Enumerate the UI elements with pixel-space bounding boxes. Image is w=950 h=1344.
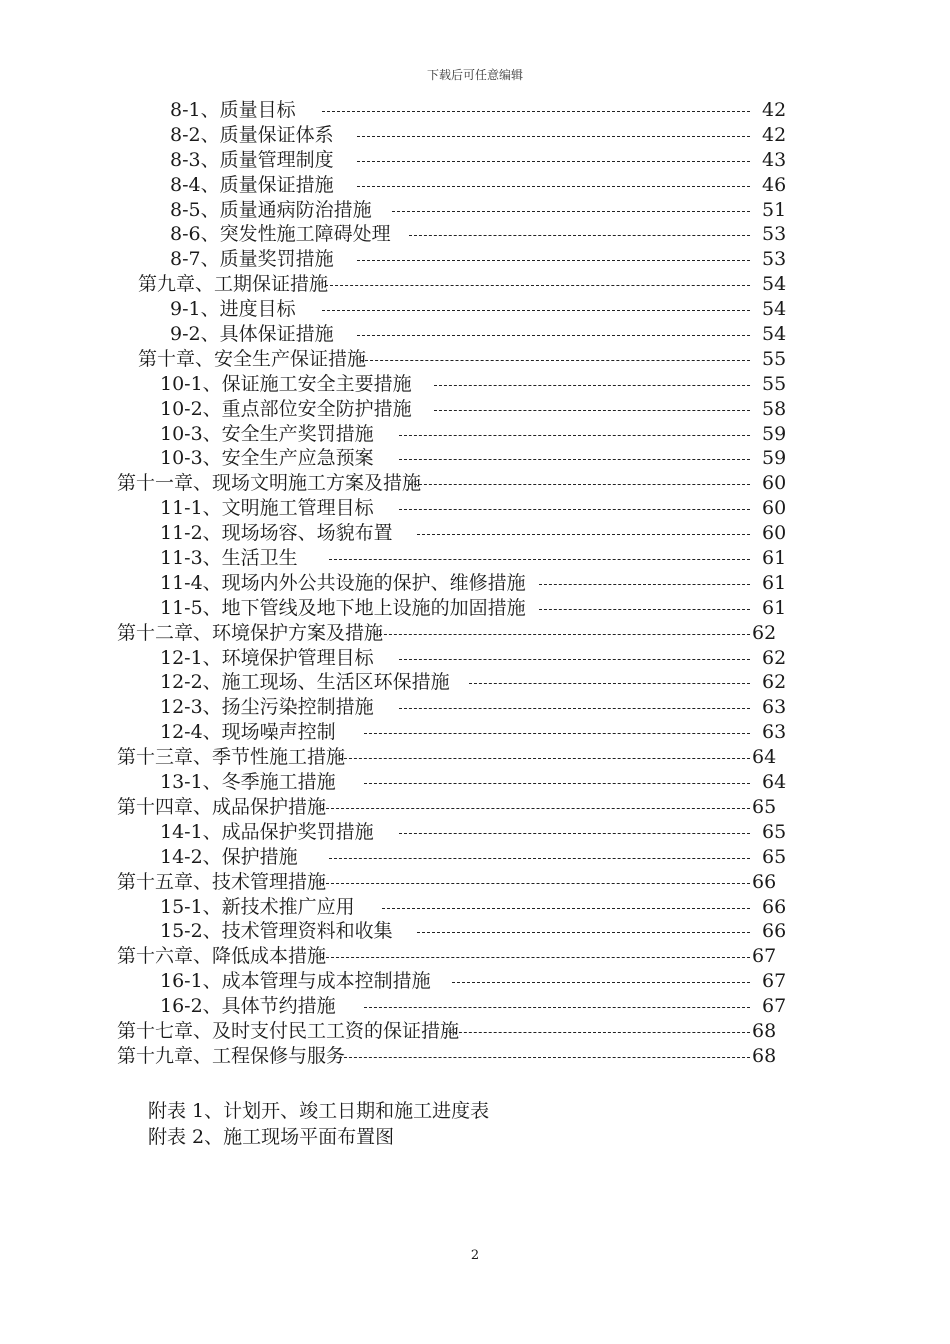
- toc-entry-label: 12-1、环境保护管理目标: [160, 646, 374, 669]
- toc-page-number: 60: [762, 522, 787, 545]
- toc-page-number: 64: [762, 771, 787, 794]
- toc-section-row: [0, 596, 950, 621]
- toc-page-number: 54: [762, 323, 787, 346]
- toc-leader-dashes: [399, 708, 750, 709]
- toc-section-row: [0, 297, 950, 322]
- toc-page-number: 68: [752, 1044, 777, 1067]
- toc-chapter-row: [0, 944, 950, 969]
- toc-page-number: 65: [762, 845, 787, 868]
- toc-section-row: [0, 322, 950, 347]
- toc-leader-dashes: [469, 683, 750, 684]
- toc-section-row: [0, 919, 950, 944]
- toc-entry-label: 8-5、质量通病防治措施: [170, 198, 372, 221]
- toc-section-row: [0, 198, 950, 223]
- toc-section-row: [0, 670, 950, 695]
- toc-section-row: [0, 98, 950, 123]
- toc-page-number: 62: [762, 646, 787, 669]
- toc-leader-dashes: [409, 235, 750, 236]
- toc-leader-dashes: [360, 360, 750, 361]
- page-header: 下载后可任意编辑: [426, 68, 523, 82]
- toc-entry-label: 第十章、安全生产保证措施: [138, 347, 367, 370]
- toc-entry-label: 第十六章、降低成本措施: [117, 945, 327, 968]
- toc-chapter-row: [0, 795, 950, 820]
- toc-entry-label: 第十二章、环境保护方案及措施: [117, 621, 384, 644]
- toc-section-row: [0, 546, 950, 571]
- toc-entry-label: 9-2、具体保证措施: [170, 323, 334, 346]
- toc-page-number: 42: [762, 99, 787, 121]
- toc-section-row: [0, 496, 950, 521]
- toc-entry-label: 12-2、施工现场、生活区环保措施: [160, 671, 450, 694]
- toc-entry-label: 8-7、质量奖罚措施: [170, 248, 334, 271]
- toc-chapter-row: [0, 870, 950, 895]
- toc-page-number: 42: [762, 123, 787, 146]
- toc-section-row: [0, 222, 950, 247]
- toc-section-row: [0, 895, 950, 920]
- toc-chapter-row: [0, 347, 950, 372]
- toc-leader-dashes: [399, 435, 750, 436]
- appendix-item-1: 附表 1、计划开、竣工日期和施工进度表: [148, 1100, 490, 1122]
- toc-section-row: [0, 720, 950, 745]
- toc-page-number: 59: [762, 422, 787, 445]
- toc-page-number: 64: [752, 746, 777, 769]
- toc-section-row: [0, 969, 950, 994]
- toc-leader-dashes: [329, 559, 750, 560]
- toc-section-row: [0, 695, 950, 720]
- toc-leader-dashes: [325, 285, 750, 286]
- toc-entry-label: 第十七章、及时支付民工工资的保证措施: [117, 1019, 460, 1042]
- toc-section-row: [0, 820, 950, 845]
- toc-leader-dashes: [392, 211, 750, 212]
- toc-page-number: 66: [762, 920, 787, 943]
- toc-page-number: 62: [752, 621, 777, 644]
- toc-entry-label: 10-3、安全生产奖罚措施: [160, 422, 374, 445]
- toc-page-number: 51: [762, 198, 787, 221]
- toc-entry-label: 9-1、进度目标: [170, 298, 296, 321]
- toc-entry-label: 15-1、新技术推广应用: [160, 895, 355, 918]
- table-of-contents: [0, 98, 950, 1069]
- toc-leader-dashes: [374, 634, 750, 635]
- toc-leader-dashes: [364, 1007, 750, 1008]
- toc-leader-dashes: [357, 161, 750, 162]
- toc-leader-dashes: [452, 982, 750, 983]
- toc-page-number: 65: [752, 795, 777, 818]
- toc-section-row: [0, 372, 950, 397]
- toc-entry-label: 第十四章、成品保护措施: [117, 795, 327, 818]
- toc-page-number: 67: [752, 945, 777, 968]
- toc-entry-label: 8-3、质量管理制度: [170, 148, 334, 171]
- toc-leader-dashes: [417, 534, 750, 535]
- toc-section-row: [0, 845, 950, 870]
- toc-leader-dashes: [539, 609, 750, 610]
- toc-chapter-row: [0, 1019, 950, 1044]
- toc-chapter-row: [0, 272, 950, 297]
- toc-leader-dashes: [364, 783, 750, 784]
- toc-leader-dashes: [322, 111, 750, 112]
- toc-entry-label: 15-2、技术管理资料和收集: [160, 920, 393, 943]
- toc-leader-dashes: [357, 136, 750, 137]
- toc-leader-dashes: [357, 186, 750, 187]
- toc-leader-dashes: [434, 410, 750, 411]
- toc-entry-label: 8-1、质量目标: [170, 99, 296, 121]
- toc-leader-dashes: [399, 459, 750, 460]
- toc-leader-dashes: [399, 509, 750, 510]
- toc-page-number: 66: [762, 895, 787, 918]
- toc-section-row: [0, 994, 950, 1019]
- toc-page-number: 60: [762, 472, 787, 495]
- toc-page-number: 55: [762, 372, 787, 395]
- toc-leader-dashes: [364, 733, 750, 734]
- toc-leader-dashes: [382, 908, 750, 909]
- toc-entry-label: 8-4、质量保证措施: [170, 173, 334, 196]
- toc-chapter-row: [0, 471, 950, 496]
- toc-entry-label: 8-2、质量保证体系: [170, 123, 334, 146]
- toc-section-row: [0, 521, 950, 546]
- toc-leader-dashes: [321, 808, 750, 809]
- toc-section-row: [0, 173, 950, 198]
- toc-page-number: 67: [762, 970, 787, 993]
- toc-leader-dashes: [357, 260, 750, 261]
- toc-leader-dashes: [321, 883, 750, 884]
- toc-leader-dashes: [329, 858, 750, 859]
- toc-page-number: 43: [762, 148, 787, 171]
- toc-section-row: [0, 770, 950, 795]
- toc-entry-label: 10-2、重点部位安全防护措施: [160, 397, 412, 420]
- toc-page-number: 54: [762, 298, 787, 321]
- toc-page-number: 68: [752, 1019, 777, 1042]
- appendix-item-2: 附表 2、施工现场平面布置图: [148, 1126, 395, 1148]
- toc-entry-label: 11-2、现场场容、场貌布置: [160, 522, 393, 545]
- toc-section-row: [0, 422, 950, 447]
- toc-section-row: [0, 397, 950, 422]
- toc-leader-dashes: [339, 758, 750, 759]
- toc-entry-label: 第十三章、季节性施工措施: [117, 746, 346, 769]
- toc-entry-label: 11-3、生活卫生: [160, 547, 298, 570]
- toc-entry-label: 第十五章、技术管理措施: [117, 870, 327, 893]
- toc-leader-dashes: [444, 1032, 750, 1033]
- toc-section-row: [0, 123, 950, 148]
- toc-entry-label: 第十九章、工程保修与服务: [117, 1044, 346, 1067]
- toc-leader-dashes: [322, 310, 750, 311]
- toc-page-number: 67: [762, 995, 787, 1018]
- page-number: 2: [470, 1248, 480, 1263]
- toc-chapter-row: [0, 621, 950, 646]
- toc-section-row: [0, 247, 950, 272]
- toc-leader-dashes: [434, 385, 750, 386]
- toc-leader-dashes: [539, 584, 750, 585]
- toc-entry-label: 12-4、现场噪声控制: [160, 721, 336, 744]
- toc-entry-label: 11-5、地下管线及地下地上设施的加固措施: [160, 596, 526, 619]
- toc-page-number: 53: [762, 248, 787, 271]
- toc-entry-label: 16-1、成本管理与成本控制措施: [160, 970, 431, 993]
- toc-entry-label: 10-3、安全生产应急预案: [160, 447, 374, 470]
- toc-page-number: 59: [762, 447, 787, 470]
- toc-page-number: 66: [752, 870, 777, 893]
- toc-entry-label: 16-2、具体节约措施: [160, 995, 336, 1018]
- toc-page-number: 60: [762, 497, 787, 520]
- toc-leader-dashes: [339, 1057, 750, 1058]
- toc-entry-label: 12-3、扬尘污染控制措施: [160, 696, 374, 719]
- toc-entry-label: 8-6、突发性施工障碍处理: [170, 223, 391, 246]
- toc-entry-label: 13-1、冬季施工措施: [160, 771, 336, 794]
- toc-page-number: 61: [762, 571, 787, 594]
- toc-leader-dashes: [417, 932, 750, 933]
- toc-page-number: 58: [762, 397, 787, 420]
- toc-section-row: [0, 571, 950, 596]
- toc-entry-label: 第十一章、现场文明施工方案及措施: [117, 472, 422, 495]
- toc-page-number: 61: [762, 547, 787, 570]
- toc-leader-dashes: [357, 335, 750, 336]
- toc-leader-dashes: [321, 957, 750, 958]
- toc-leader-dashes: [409, 484, 750, 485]
- toc-leader-dashes: [399, 659, 750, 660]
- toc-section-row: [0, 446, 950, 471]
- toc-entry-label: 第九章、工期保证措施: [138, 273, 329, 296]
- toc-entry-label: 11-4、现场内外公共设施的保护、维修措施: [160, 571, 526, 594]
- toc-section-row: [0, 646, 950, 671]
- toc-page-number: 54: [762, 273, 787, 296]
- toc-page-number: 65: [762, 820, 787, 843]
- toc-entry-label: 14-1、成品保护奖罚措施: [160, 820, 374, 843]
- toc-entry-label: 10-1、保证施工安全主要措施: [160, 372, 412, 395]
- toc-page-number: 55: [762, 347, 787, 370]
- toc-page-number: 63: [762, 721, 787, 744]
- toc-page-number: 63: [762, 696, 787, 719]
- toc-page-number: 62: [762, 671, 787, 694]
- toc-entry-label: 11-1、文明施工管理目标: [160, 497, 374, 520]
- toc-chapter-row: [0, 1044, 950, 1069]
- toc-entry-label: 14-2、保护措施: [160, 845, 298, 868]
- toc-leader-dashes: [399, 833, 750, 834]
- toc-section-row: [0, 148, 950, 173]
- toc-page-number: 53: [762, 223, 787, 246]
- toc-chapter-row: [0, 745, 950, 770]
- toc-page-number: 46: [762, 173, 787, 196]
- toc-page-number: 61: [762, 596, 787, 619]
